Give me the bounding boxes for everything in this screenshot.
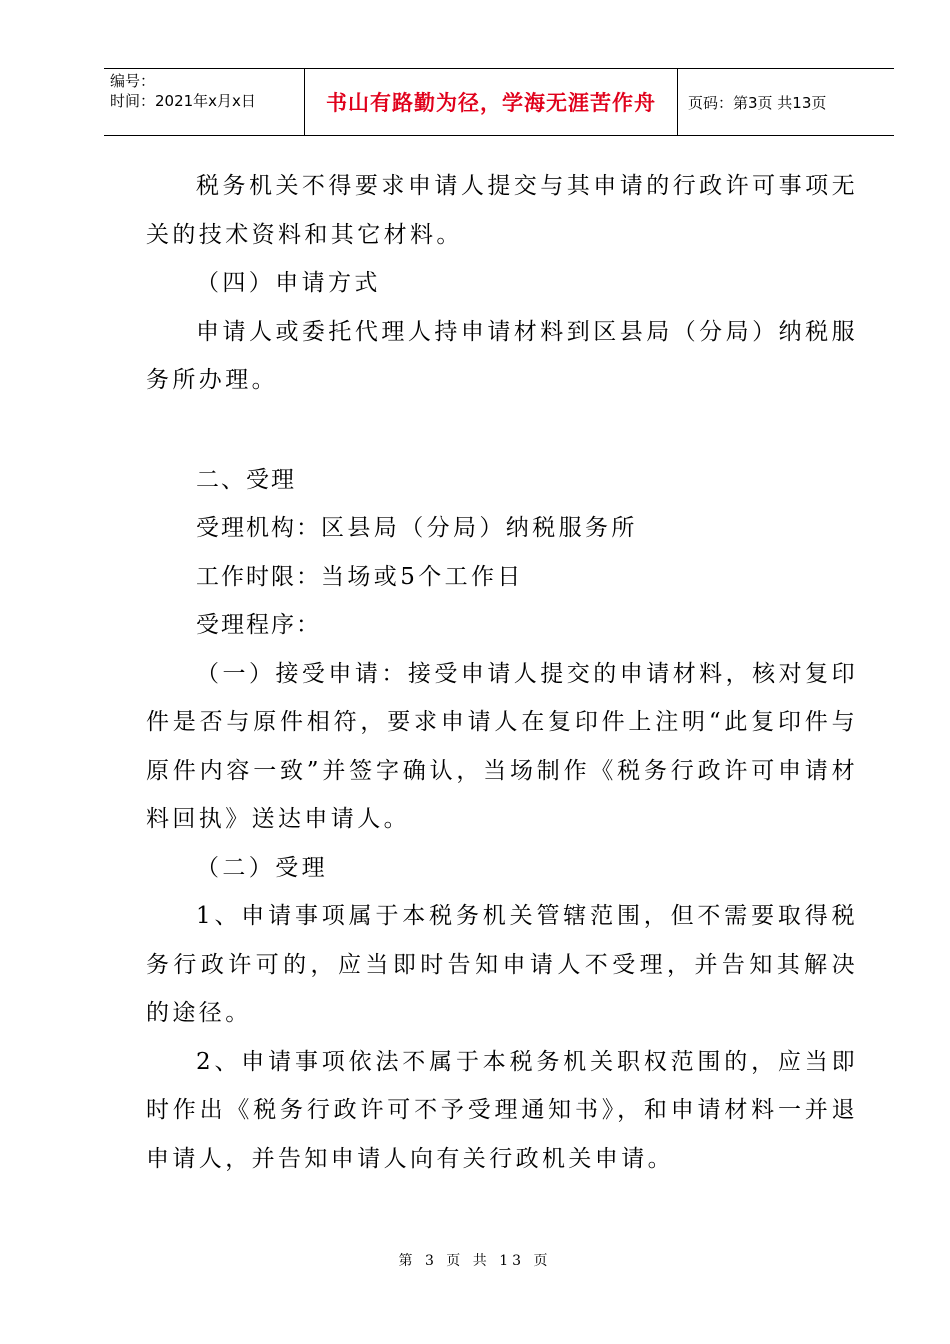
subheading-acceptance: （二）受理 [196,854,328,881]
document-number-label: 编号： [110,72,156,90]
acceptance-organization-value: 区县局（分局）纳税服务所 [321,515,638,541]
paragraph-item-1: 1、申请事项属于本税务机关管辖范围，但不需要取得税务行政许可的，应当即时告知申请人不受理，并告知其解决的途径。 [146,903,858,1026]
header-meta [104,69,305,135]
spacer [146,405,858,456]
document-body [146,162,858,1183]
header-motto: 书山有路勤为径，学海无涯苦作舟 [305,69,678,135]
acceptance-organization-line [146,504,858,553]
acceptance-organization-label: 受理机构： [196,515,321,541]
work-time-limit-label: 工作时限： [196,563,321,590]
page-footer: 第 3 页 共 13 页 [398,1253,552,1269]
paragraph-application-method: 申请人或委托代理人持申请材料到区县局（分局）纳税服务所办理。 [146,318,858,393]
paragraph-item-2: 2、申请事项依法不属于本税务机关职权范围的，应当即时作出《税务行政许可不予受理通知书》，和申请材料一并退申请人，并告知申请人向有关行政机关申请。 [146,1048,858,1172]
section-heading-acceptance: 二、受理 [196,466,296,493]
work-time-limit-value: 当场或5个工作日 [321,563,524,590]
acceptance-procedure-label: 受理程序： [196,612,321,638]
paragraph-receive-application: （一）接受申请：接受申请人提交的申请材料，核对复印件是否与原件相符，要求申请人在复印件上注明“此复印件与原件内容一致”并签字确认，当场制作《税务行政许可申请材料回执》送达申请人。 [146,660,858,832]
document-time-label: 时间：2021年x月x日 [110,92,256,110]
page-header [104,68,894,136]
work-time-limit-line [146,553,858,602]
paragraph-materials: 税务机关不得要求申请人提交与其申请的行政许可事项无关的技术资料和其它材料。 [146,173,858,248]
subheading-application-method: （四）申请方式 [196,270,381,296]
acceptance-procedure-line [146,601,858,650]
header-page-info: 页码：第3页 共13页 [688,93,827,112]
